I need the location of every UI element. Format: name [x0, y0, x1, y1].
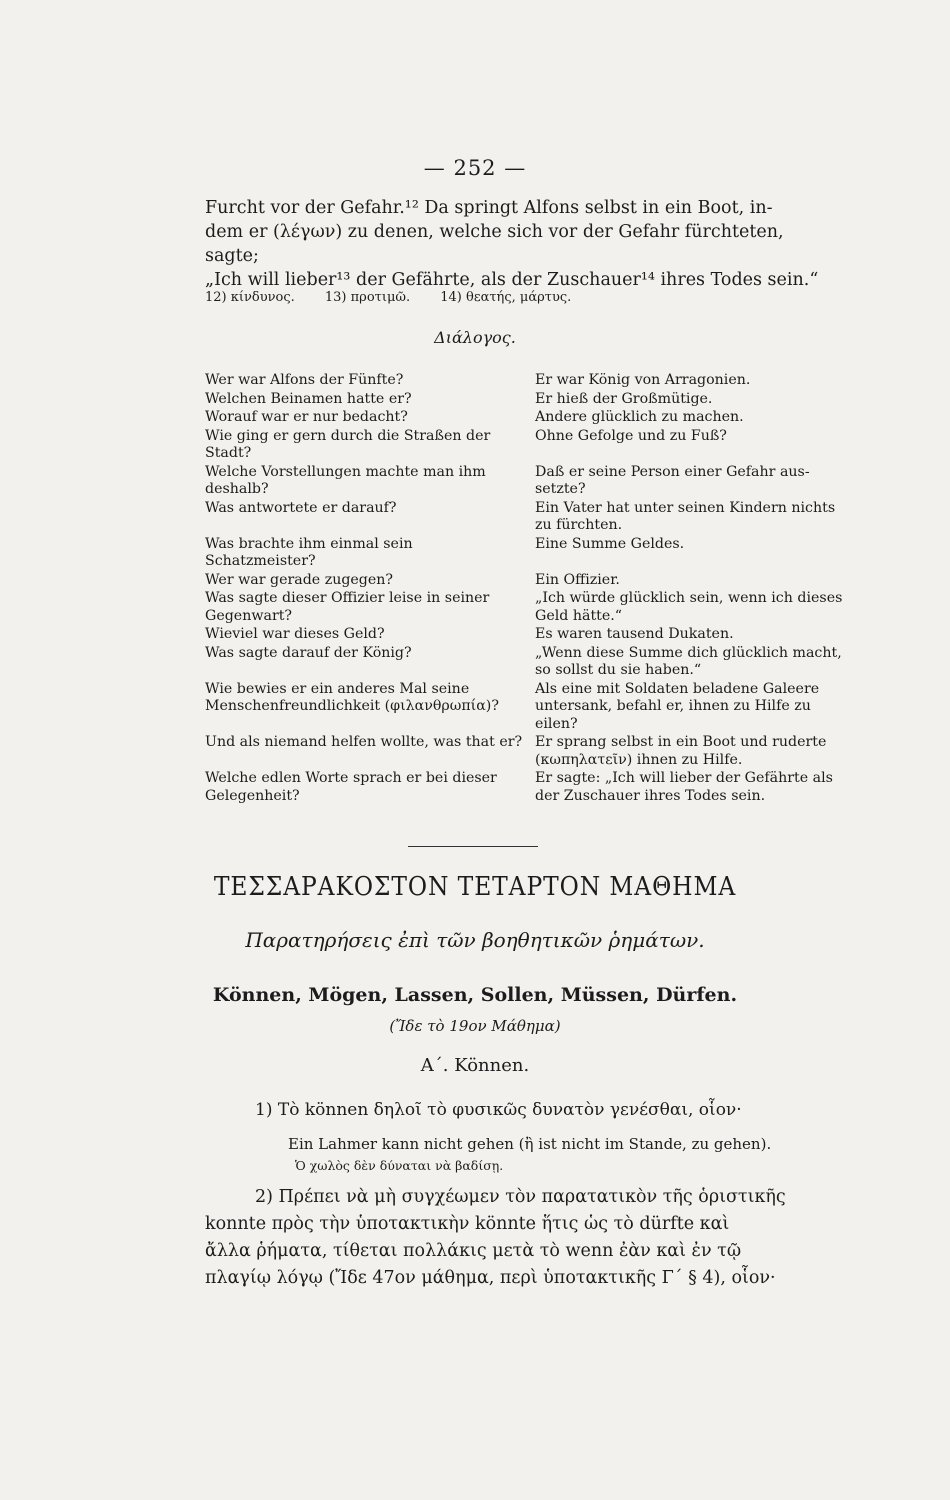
top-paragraph [205, 196, 825, 292]
question: Welche Vorstellungen machte man ihm deshalb? [205, 463, 486, 497]
question: Was brachte ihm einmal sein Schatzmeister? [205, 535, 413, 569]
dialog-title: Διάλογος. [434, 328, 516, 347]
footnote: 13) προτιμῶ. [324, 290, 411, 305]
answer: „Ich würde glücklich sein, wenn ich dieses Geld hätte.“ [535, 590, 843, 624]
question: Wieviel war dieses Geld? [205, 626, 385, 642]
paragraph-line: πλαγίῳ λόγῳ (Ἴδε 47ον μάθημα, περὶ ὑποτακτικῆς Γ΄ § 4), οἷον· [205, 1268, 776, 1288]
question: Was antwortete er darauf? [205, 499, 397, 516]
dialog-row [205, 590, 845, 625]
answer: Er sprang selbst in ein Boot und ruderte (κωπηλατεῖν) ihnen zu Hilfe. [535, 734, 827, 768]
dialog-row [205, 391, 845, 409]
point-2 [205, 1184, 845, 1292]
answer: Ohne Gefolge und zu Fuß? [535, 427, 727, 444]
question: Was sagte dieser Offizier leise in seiner Gegenwart? [205, 590, 490, 624]
lesson-reference: (Ἴδε τὸ 19ον Μάθημα) [389, 1017, 561, 1035]
lesson-subtitle: Παρατηρήσεις ἐπὶ τῶν βοηθητικῶν ῥημάτων. [245, 928, 705, 952]
paragraph-line: ἄλλα ῥήματα, τίθεται πολλάκις μετὰ τὸ wenn ἐὰν καὶ ἐν τῷ [205, 1241, 742, 1261]
dialog-row [205, 626, 845, 644]
dialog-row [205, 500, 845, 535]
dialog-row [205, 681, 845, 734]
dialog-row [205, 645, 845, 680]
question: Worauf war er nur bedacht? [205, 409, 408, 425]
dialog-row [205, 734, 845, 769]
question: Wer war Alfons der Fünfte? [205, 372, 404, 388]
section-divider [408, 846, 538, 847]
answer: Ein Offizier. [535, 571, 620, 588]
lesson-title: ΤΕΣΣΑΡΑΚΟΣΤΟΝ ΤΕΤΑΡΤΟΝ ΜΑΘΗΜΑ [213, 872, 737, 902]
answer: Er hieß der Großmütige. [535, 390, 713, 407]
example-greek: Ὁ χωλὸς δὲν δύναται νὰ βαδίσῃ. [295, 1158, 504, 1173]
answer: Es waren tausend Dukaten. [535, 626, 734, 642]
question: Wie ging er gern durch die Straßen der Stadt? [205, 427, 491, 461]
dialog-row [205, 428, 845, 463]
paragraph-line: konnte πρὸς τὴν ὑποτακτικὴν könnte ἥτις ὡς τὸ dürfte καὶ [205, 1214, 730, 1234]
answer: Daß er seine Person einer Gefahr aus-setzte? [535, 463, 810, 497]
footnote: 14) θεατής, μάρτυς. [440, 290, 572, 305]
paragraph-line: 2) Πρέπει νὰ μὴ συγχέωμεν τὸν παρατατικὸν τῆς ὁριστικῆς [255, 1187, 786, 1207]
verbs-line: Können, Mögen, Lassen, Sollen, Müssen, Dürfen. [212, 984, 738, 1006]
paragraph-line: „Ich will lieber¹³ der Gefährte, als der Zuschauer¹⁴ ihres Todes sein.“ [205, 270, 819, 290]
answer: Ein Vater hat unter seinen Kindern nichts zu fürchten. [535, 499, 836, 533]
dialog-table [205, 372, 845, 806]
dialog-row [205, 409, 845, 427]
question: Wer war gerade zugegen? [205, 571, 394, 588]
paragraph-line: Furcht vor der Gefahr.¹² Da springt Alfons selbst in ein Boot, in- [205, 198, 773, 218]
dialog-row [205, 536, 845, 571]
page-number: — 252 — [423, 156, 527, 180]
point-1: 1) Τὸ können δηλοῖ τὸ φυσικῶς δυνατὸν γενέσθαι, οἷον· [255, 1100, 742, 1120]
dialog-row [205, 464, 845, 499]
answer: Eine Summe Geldes. [535, 535, 685, 552]
answer: „Wenn diese Summe dich glücklich macht, so sollst du sie haben.“ [535, 644, 842, 678]
paragraph-line: dem er (λέγων) zu denen, welche sich vor der Gefahr fürchteten, sagte; [205, 222, 784, 266]
question: Was sagte darauf der König? [205, 644, 412, 661]
dialog-row [205, 572, 845, 590]
answer: Andere glücklich zu machen. [535, 409, 744, 425]
answer: Er war König von Arragonien. [535, 372, 751, 388]
answer: Er sagte: „Ich will lieber der Gefährte als der Zuschauer ihres Todes sein. [535, 770, 833, 804]
dialog-row [205, 770, 845, 805]
footnote: 12) κίνδυνος. [205, 290, 295, 305]
dialog-row [205, 372, 845, 390]
question: Welchen Beinamen hatte er? [205, 390, 412, 407]
question: Und als niemand helfen wollte, was that er? [205, 734, 523, 750]
footnotes [205, 290, 825, 305]
section-heading: Α΄. Können. [420, 1055, 530, 1076]
example-german: Ein Lahmer kann nicht gehen (ἢ ist nicht im Stande, zu gehen). [288, 1135, 772, 1153]
question: Welche edlen Worte sprach er bei dieser Gelegenheit? [205, 770, 497, 804]
question: Wie bewies er ein anderes Mal seine Menschenfreundlichkeit (φιλανθρωπία)? [205, 680, 499, 714]
answer: Als eine mit Soldaten beladene Galeere untersank, befahl er, ihnen zu Hilfe zu eilen? [535, 680, 820, 732]
